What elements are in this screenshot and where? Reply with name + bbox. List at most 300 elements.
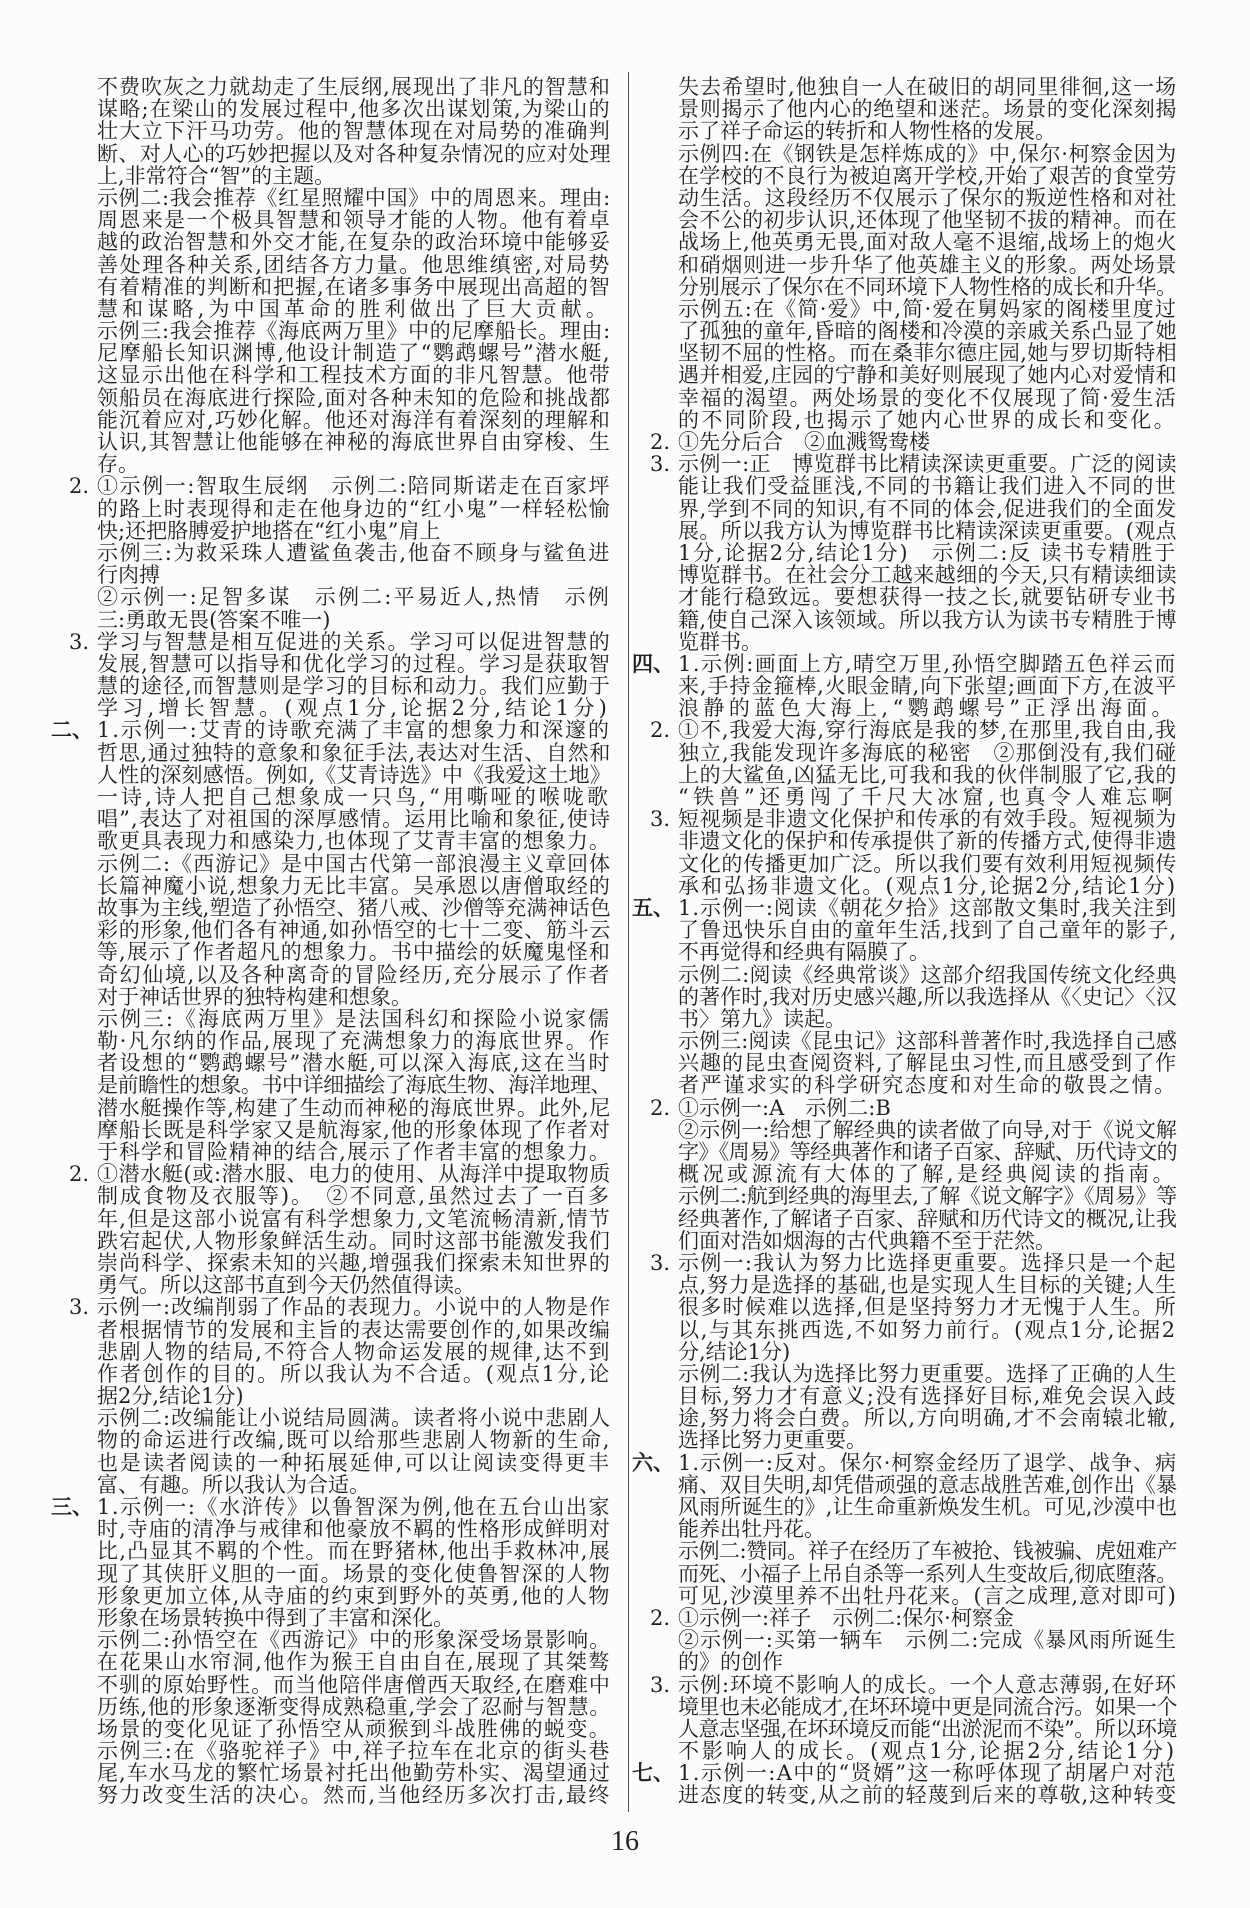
line-text: 不费吹灰之力就劫走了生辰纲,展现出了非凡的智慧和 — [97, 75, 611, 99]
line-text: 1.示例一:阅读《朝花夕拾》这部散文集时,我关注到 — [678, 895, 1178, 920]
text-line — [678, 520, 1178, 542]
text-line — [678, 1585, 1178, 1607]
text-line — [678, 1629, 1178, 1651]
text-line — [678, 387, 1178, 409]
answer-block — [650, 1672, 1178, 1764]
text-line — [678, 276, 1178, 298]
line-text: 示例三:为救采珠人遭鲨鱼袭击,他奋不顾身与鲨鱼进 — [97, 540, 611, 565]
text-line — [678, 1008, 1178, 1030]
question-number: 3. — [650, 1672, 671, 1697]
line-text: 崇尚科学、探索未知的兴趣,增强我们探索未知世界的 — [97, 1250, 611, 1275]
text-line — [97, 697, 612, 719]
text-line — [97, 542, 612, 564]
line-text: 者根据情节的发展和主旨的表达需要创作的,如果改编 — [97, 1317, 611, 1342]
line-text: ①示例一:A 示例二:B — [678, 1095, 891, 1120]
line-text: 才能行稳致远。要想获得一技之长,就要钻研专业书 — [678, 585, 1178, 610]
text-line — [678, 742, 1178, 764]
line-text: 现了其侠肝义胆的一面。场景的变化使鲁智深的人物 — [97, 1561, 612, 1586]
line-text: 进态度的转变,从之前的轻蔑到后来的尊敬,这种转变 — [678, 1783, 1178, 1808]
text-line — [678, 143, 1178, 165]
text-line — [97, 1762, 612, 1784]
line-text: 存。 — [97, 452, 139, 477]
text-line — [678, 675, 1178, 697]
text-line — [97, 586, 612, 608]
line-text: 风雨所诞生的》,让生命重新焕发生机。可见,沙漠中也 — [678, 1495, 1178, 1519]
text-line — [97, 453, 612, 475]
text-line — [97, 964, 612, 986]
text-line — [678, 98, 1178, 120]
line-text: 者设想的“鹦鹉螺号”潜水艇,可以深入海底,这在当时 — [97, 1051, 612, 1076]
line-text: 一诗,诗人把自己想象成一只鸟,“用嘶哑的喉咙歌 — [97, 785, 612, 809]
text-line — [97, 1074, 612, 1096]
line-text: 动生活。这段经历不仅展示了保尔的叛逆性格和对社 — [678, 185, 1178, 210]
line-text: 在花果山水帘洞,他作为猴王自由自在,展现了其桀骜 — [97, 1650, 611, 1675]
line-text: 会不公的初步认识,还体现了他坚韧不拔的精神。而在 — [678, 208, 1178, 233]
question-number: 2. — [650, 1605, 671, 1630]
text-line — [678, 320, 1178, 342]
question-number: 2. — [650, 718, 671, 743]
text-line — [678, 764, 1178, 786]
text-line — [97, 1141, 612, 1163]
line-text: 年,但是这部小说富有科学想象力,文笔流畅清新,情节 — [97, 1206, 612, 1231]
line-text: 籍,使自己深入该领域。所以我方认为读书专精胜于博 — [678, 607, 1178, 632]
line-text: 潜水艇操作等,构建了生动而神秘的海底世界。此外,尼 — [97, 1095, 612, 1120]
text-line — [678, 1274, 1178, 1296]
section-number: 二、 — [51, 717, 93, 743]
line-text: 展。所以我方认为博览群书比精读深读更重要。(观点 — [678, 518, 1177, 543]
text-line — [678, 1052, 1178, 1074]
line-text: 目标,努力才有意义;没有选择好目标,难免会误入歧 — [678, 1384, 1178, 1409]
text-line — [97, 1407, 612, 1429]
line-text: 也是读者阅读的一种拓展延伸,可以让阅读变得更丰 — [97, 1450, 611, 1475]
line-text: 是前瞻性的想象。书中详细描绘了海底生物、海洋地理、 — [97, 1073, 611, 1098]
line-text: 摩船长既是科学家又是航海家,他的形象体现了作者对 — [97, 1117, 611, 1142]
text-line — [97, 409, 612, 431]
line-text: 选择比努力更重要。 — [678, 1428, 867, 1453]
question-number: 2. — [69, 1162, 90, 1187]
text-line — [650, 1672, 1178, 1697]
line-text: 不影响人的成长。(观点1分,论据2分,结论1分) — [678, 1739, 1178, 1764]
text-line — [97, 1363, 612, 1385]
question-number: 3. — [650, 452, 671, 477]
line-text: 制成食物及衣服等)。 ②不同意,虽然过去了一百多 — [97, 1184, 611, 1209]
line-text: 奇幻仙境,以及各种离奇的冒险经历,充分展示了作者 — [97, 962, 611, 987]
text-line — [97, 1740, 612, 1762]
text-line — [97, 808, 612, 830]
line-text: 周恩来是一个极具智慧和领导才能的人物。他有着卓 — [97, 208, 612, 233]
line-text: 示例二:我认为选择比努力更重要。选择了正确的人生 — [678, 1361, 1177, 1386]
line-text: 物的命运进行改编,既可以给那些悲剧人物新的生命, — [97, 1428, 611, 1453]
text-line — [97, 387, 612, 409]
line-text: 学习与智慧是相互促进的关系。学习可以促进智慧的 — [97, 629, 612, 654]
text-line — [678, 1185, 1178, 1207]
line-text: 对于神话世界的独特构建和想象。 — [97, 984, 412, 1009]
text-line — [678, 364, 1178, 386]
line-text: 示例一:我认为努力比选择更重要。选择只是一个起 — [678, 1250, 1177, 1275]
text-line — [97, 342, 612, 364]
text-line — [678, 1696, 1178, 1718]
line-text: 历练,他的形象逐渐变得成熟稳重,学会了忍耐与智慧。 — [97, 1694, 612, 1719]
section-number: 五、 — [632, 894, 674, 920]
text-line — [678, 609, 1178, 631]
line-text: 点,努力是选择的基础,也是实现人生目标的关键;人生 — [678, 1273, 1177, 1298]
text-line — [97, 165, 612, 187]
line-text: 领船员在海底进行探险,面对各种未知的危险和挑战都 — [97, 385, 611, 410]
text-line — [97, 675, 612, 697]
line-text: ②示例一:给想了解经典的读者做了向导,对于《说文解 — [678, 1117, 1177, 1142]
line-text: 行肉搏 — [97, 563, 160, 588]
text-line — [678, 165, 1178, 187]
line-text: 概况或源流有大体的了解,是经典阅读的指南。 — [678, 1162, 1177, 1187]
answer-column-left — [51, 75, 612, 1808]
line-text: 示例五:在《简·爱》中,简·爱在舅妈家的阁楼里度过 — [678, 296, 1178, 321]
question-number: 3. — [69, 1295, 90, 1320]
line-text: 示例三:在《骆驼祥子》中,祥子拉车在北京的街头巷 — [97, 1739, 611, 1764]
text-line — [678, 631, 1178, 653]
text-line — [69, 1295, 612, 1320]
line-text: 人性的深刻感悟。例如,《艾青诗选》中《我爱这土地》 — [97, 762, 611, 787]
line-text: ①不,我爱大海,穿行海底是我的梦,在那里,我自由,我 — [678, 718, 1178, 743]
text-line — [97, 1651, 612, 1673]
text-line — [97, 364, 612, 386]
line-text: 能让我们受益匪浅,不同的书籍让我们进入不同的世 — [678, 474, 1178, 499]
line-text: 示例二:阅读《经典常谈》这部介绍我国传统文化经典 — [678, 962, 1177, 987]
answer-column-right — [632, 75, 1178, 1808]
answer-block — [650, 1095, 1178, 1253]
text-line — [678, 76, 1178, 98]
line-text: 了鲁迅快乐自由的童年生活,找到了自己童年的影子, — [678, 918, 1178, 943]
line-text: 这显示出他在科学和工程技术方面的非凡智慧。他带 — [97, 363, 612, 388]
line-text: 示例二:航到经典的海里去,了解《说文解字》《周易》等 — [678, 1184, 1177, 1209]
line-text: 悲剧人物的结局,不符合人物命运发展的规律,达不到 — [97, 1339, 611, 1364]
text-line — [97, 1674, 612, 1696]
text-line — [97, 1385, 612, 1407]
line-text: 示例一:改编削弱了作品的表现力。小说中的人物是作 — [97, 1295, 612, 1320]
line-text: 痛、双目失明,却凭借顽强的意志战胜苦难,创作出《暴 — [678, 1472, 1178, 1497]
answer-block — [632, 894, 1178, 1098]
text-line — [97, 1252, 612, 1274]
text-line — [632, 894, 1178, 920]
section-number: 七、 — [632, 1760, 674, 1786]
line-text: 示例二:改编能让小说结局圆满。读者将小说中悲剧人 — [97, 1406, 612, 1431]
answer-block — [69, 474, 612, 632]
text-line — [678, 231, 1178, 253]
text-line — [97, 742, 612, 764]
text-line — [97, 76, 612, 98]
line-text: 时,寺庙的清净与戒律和他豪放不羁的性格形成鲜明对 — [97, 1517, 611, 1542]
line-text: 场景的变化见证了孙悟空从顽猴到斗战胜佛的蜕变。 — [97, 1716, 612, 1741]
answer-block — [51, 717, 612, 1164]
answer-block — [678, 76, 1178, 431]
line-text: 们面对浩如烟海的古代典籍不至于茫然。 — [678, 1228, 1056, 1253]
section-number: 六、 — [632, 1449, 674, 1475]
text-line — [678, 1363, 1178, 1385]
line-text: 博览群书。在社会分工越来越细的今天,只有精读细读 — [678, 563, 1178, 588]
text-line — [97, 853, 612, 875]
text-line — [97, 764, 612, 786]
line-text: 不再觉得和经典有隔膜了。 — [678, 940, 930, 965]
text-line — [678, 1119, 1178, 1141]
text-line — [678, 830, 1178, 852]
answer-block — [97, 76, 612, 475]
text-line — [97, 431, 612, 453]
text-line — [678, 1141, 1178, 1163]
text-line — [97, 98, 612, 120]
line-text: 勒·凡尔纳的作品,展现了充满想象力的海底世界。作 — [97, 1029, 611, 1054]
line-text: 短视频是非遗文化保护和传承的有效手段。短视频为 — [678, 807, 1178, 832]
line-text: 经典著作,了解诸子百家、辞赋和历代诗文的概况,让我 — [678, 1206, 1178, 1231]
line-text: 越的政治智慧和外交才能,在复杂的政治环境中能够妥 — [97, 230, 611, 255]
text-line — [97, 498, 612, 520]
text-line — [678, 209, 1178, 231]
text-line — [678, 1784, 1178, 1806]
line-text: 示例二:《西游记》是中国古代第一部浪漫主义章回体 — [97, 851, 612, 876]
line-text: 承和弘扬非遗文化。(观点1分,论据2分,结论1分) — [678, 873, 1178, 898]
line-text: ①潜水艇(或:潜水服、电力的使用、从海洋中提取物质 — [97, 1162, 612, 1187]
line-text: 快;还把胳膊爱护地搭在“红小鬼”肩上 — [97, 518, 441, 543]
question-number: 3. — [650, 1250, 671, 1275]
text-line — [97, 1208, 612, 1230]
line-text: 努力改变生活的决心。然而,当他经历多次打击,最终 — [97, 1783, 611, 1808]
line-text: 慧和谋略,为中国革命的胜利做出了巨大贡献。 — [97, 296, 612, 321]
line-text: 字》《周易》等经典著作和诸子百家、辞赋、历代诗文的 — [678, 1140, 1177, 1164]
line-text: 能沉着应对,巧妙化解。他还对海洋有着深刻的理解和 — [97, 407, 611, 432]
line-text: 三:勇敢无畏(答案不唯一) — [97, 607, 331, 632]
line-text: 独立,我能发现许多海底的秘密 ②那倒没有,我们碰 — [678, 740, 1178, 765]
text-line — [97, 1008, 612, 1030]
text-line — [678, 1296, 1178, 1318]
text-line — [650, 1605, 1178, 1630]
text-line — [97, 1784, 612, 1806]
answer-block — [69, 1162, 612, 1298]
line-text: 示例二:我会推荐《红星照耀中国》中的周恩来。理由: — [97, 185, 611, 210]
text-line — [678, 564, 1178, 586]
text-line — [678, 1651, 1178, 1673]
line-text: 比,凸显其不羁的个性。而在野猪林,他出手救林冲,展 — [97, 1539, 612, 1564]
text-line — [97, 143, 612, 165]
line-text: ②示例一:足智多谋 示例二:平易近人,热情 示例 — [97, 585, 611, 610]
line-text: 人意志坚强,在坏环境反而能“出淤泥而不染”。所以环境 — [678, 1716, 1177, 1741]
text-line — [650, 430, 1178, 454]
line-text: 示例三:《海底两万里》是法国科幻和探险小说家儒 — [97, 1006, 611, 1031]
text-line — [97, 897, 612, 919]
text-line — [678, 120, 1178, 142]
line-text: 文化的传播更加广泛。所以我们要有效利用短视频传 — [678, 851, 1178, 876]
text-line — [632, 1449, 1178, 1475]
text-line — [97, 1230, 612, 1252]
line-text: 书〉第九》读起。 — [678, 1006, 846, 1031]
text-line — [97, 1563, 612, 1585]
text-line — [97, 1452, 612, 1474]
text-line — [678, 1718, 1178, 1740]
line-text: 的路上时表现得和走在他身边的“红小鬼”一样轻松愉 — [97, 496, 611, 521]
line-text: 示例二:孙悟空在《西游记》中的形象深受场景影响。 — [97, 1628, 612, 1653]
text-line — [678, 1518, 1178, 1540]
line-text: 富、有趣。所以我认为合适。 — [97, 1472, 370, 1497]
line-text: 1.示例:画面上方,晴空万里,孙悟空脚踏五色祥云而 — [678, 651, 1177, 676]
question-number: 3. — [69, 629, 90, 654]
line-text: 分别展示了保尔在不同环境下人物性格的成长和升华。 — [678, 274, 1177, 299]
text-line — [97, 1185, 612, 1207]
text-line — [97, 1097, 612, 1119]
line-text: ①先分后合 ②血溅鸳鸯楼 — [678, 430, 930, 454]
text-line — [678, 1230, 1178, 1252]
text-line — [678, 919, 1178, 941]
text-line — [678, 875, 1178, 897]
text-line — [678, 586, 1178, 608]
text-line — [69, 474, 612, 499]
line-text: 的》的创作 — [678, 1650, 783, 1675]
text-line — [97, 298, 612, 320]
line-text: 上,非常符合“智”的主题。 — [97, 163, 336, 188]
line-text: 景则揭示了他内心的绝望和迷茫。场景的变化深刻揭 — [678, 97, 1178, 122]
text-line — [632, 650, 1178, 676]
line-text: 慧的途径,而智慧则是学习的目标和动力。我们应勤于 — [97, 674, 611, 699]
line-text: 认识,其智慧让他能够在神秘的海底世界自由穿梭、生 — [97, 430, 611, 454]
page-number: 16 — [611, 1826, 639, 1857]
text-line — [650, 1095, 1178, 1120]
line-text: 和硝烟则进一步升华了他英雄主义的形象。两处场景 — [678, 252, 1178, 277]
answer-block — [69, 1295, 612, 1497]
text-line — [678, 941, 1178, 963]
line-text: 尼摩船长知识渊博,他设计制造了“鹦鹉螺号”潜水艇, — [97, 341, 612, 366]
line-text: 断、对人心的巧妙把握以及对各种复杂情况的应对处理 — [97, 141, 612, 166]
line-text: 哲思,通过独特的意象和象征手法,表达对生活、自然和 — [97, 740, 612, 765]
line-text: 示例:环境不影响人的成长。一个人意志薄弱,在好环 — [678, 1672, 1178, 1697]
text-line — [97, 1696, 612, 1718]
line-text: 很多时候难以选择,但是坚持努力才无愧于人生。所 — [678, 1295, 1178, 1320]
question-number: 2. — [69, 474, 90, 499]
text-line — [97, 1274, 612, 1296]
text-line — [97, 609, 612, 631]
line-text: 途,努力将会白费。所以,方向明确,才不会南辕北辙, — [678, 1406, 1177, 1431]
line-text: 1.示例一:《水浒传》以鲁智深为例,他在五台山出家 — [97, 1495, 612, 1519]
section-number: 三、 — [51, 1494, 93, 1519]
text-line — [678, 964, 1178, 986]
line-text: 示了祥子命运的转折和人物性格的发展。 — [678, 119, 1056, 144]
text-line — [97, 276, 612, 298]
text-line — [97, 1518, 612, 1540]
line-text: 彩的形象,他们各有神通,如孙悟空的七十二变、筋斗云 — [97, 918, 612, 943]
text-line — [97, 1119, 612, 1141]
answer-block — [650, 718, 1178, 809]
line-text: 勇气。所以这部书直到今天仍然值得读。 — [97, 1273, 475, 1298]
line-text: 作者创作的目的。所以我认为不合适。(观点1分,论 — [97, 1361, 612, 1386]
text-line — [97, 254, 612, 276]
answer-block — [632, 1760, 1178, 1808]
text-line — [678, 1030, 1178, 1052]
text-line — [678, 1540, 1178, 1562]
text-line — [678, 254, 1178, 276]
text-line — [97, 1474, 612, 1496]
text-line — [97, 120, 612, 142]
text-line — [97, 786, 612, 808]
line-text: 览群书。 — [678, 629, 762, 654]
line-text: 境里也未必能成才,在坏环境中更是同流合污。如果一个 — [678, 1694, 1177, 1719]
text-line — [650, 718, 1178, 743]
text-line — [678, 1474, 1178, 1496]
line-text: 故事为主线,塑造了孙悟空、猪八戒、沙僧等充满神话色 — [97, 895, 611, 920]
line-text: 据2分,结论1分) — [97, 1384, 244, 1409]
text-line — [97, 564, 612, 586]
line-text: 长篇神魔小说,想象力无比丰富。吴承恩以唐僧取经的 — [97, 873, 611, 898]
line-text: 来,手持金箍棒,火眼金睛,向下张望;画面下方,在波平 — [678, 674, 1177, 699]
line-text: “铁兽”还勇闯了千尺大冰窟,也真令人难忘啊 — [678, 785, 1177, 809]
line-text: 示例三:阅读《昆虫记》这部科普著作时,我选择自己感 — [678, 1029, 1177, 1054]
text-line — [97, 1607, 612, 1629]
text-line — [650, 452, 1178, 477]
text-line — [678, 786, 1178, 808]
text-line — [97, 830, 612, 852]
line-text: 学习,增长智慧。(观点1分,论据2分,结论1分) — [97, 696, 612, 721]
column-divider — [628, 72, 629, 1812]
line-text: 分,结论1分) — [678, 1339, 791, 1364]
line-text: 上的大鲨鱼,凶猛无比,可我和我的伙伴制服了它,我的 — [678, 762, 1178, 787]
text-line — [97, 209, 612, 231]
question-number: 2. — [650, 1095, 671, 1120]
line-text: 有着精准的判断和把握,在诸多事务中展现出高超的智 — [97, 274, 611, 299]
line-text: 谋略;在梁山的发展过程中,他多次出谋划策,为梁山的 — [97, 97, 611, 122]
text-line — [678, 1074, 1178, 1096]
line-text: 示例四:在《钢铁是怎样炼成的》中,保尔·柯察金因为 — [678, 141, 1177, 166]
text-line — [678, 1740, 1178, 1762]
line-text: 在学校的不良行为被迫离开学校,开始了艰苦的食堂劳 — [678, 163, 1178, 188]
line-text: 非遗文化的保护和传承提供了新的传播方式,使得非遗 — [678, 829, 1178, 854]
text-line — [678, 1385, 1178, 1407]
text-line — [97, 653, 612, 675]
line-text: 了孤独的童年,昏暗的阁楼和冷漠的亲戚关系凸显了她 — [678, 319, 1178, 344]
text-line — [678, 542, 1178, 564]
line-text: 壮大立下汗马功劳。他的智慧体现在对局势的准确判 — [97, 119, 612, 144]
line-text: 歌更具表现力和感染力,也体现了艾青丰富的想象力。 — [97, 829, 611, 854]
line-text: 1.示例一:艾青的诗歌充满了丰富的想象力和深邃的 — [97, 718, 611, 743]
line-text: 跌宕起伏,人物形象鲜活生动。同时这部书能激发我们 — [97, 1228, 611, 1253]
line-text: ①示例一:祥子 示例二:保尔·柯察金 — [678, 1605, 1014, 1630]
text-line — [97, 231, 612, 253]
line-text: 于科学和冒险精神的结合,展示了作者丰富的想象力。 — [97, 1140, 611, 1164]
answer-block — [650, 1250, 1178, 1453]
section-number: 四、 — [632, 650, 674, 676]
line-text: 能养出牡丹花。 — [678, 1517, 825, 1542]
text-line — [678, 697, 1178, 719]
text-line — [97, 1629, 612, 1651]
line-text: 示例一:正 博览群书比精读深读更重要。广泛的阅读 — [678, 452, 1177, 477]
text-line — [97, 1718, 612, 1740]
line-text: 等,展示了作者超凡的想象力。书中描绘的妖魔鬼怪和 — [97, 940, 611, 965]
answer-block — [650, 807, 1178, 898]
text-line — [97, 320, 612, 342]
text-line — [97, 875, 612, 897]
text-line — [678, 1407, 1178, 1429]
text-line — [678, 853, 1178, 875]
line-text: 形象更加立体,从寺庙的约束到野外的英勇,他的人物 — [97, 1583, 611, 1608]
text-line — [97, 919, 612, 941]
line-text: 示例三:我会推荐《海底两万里》中的尼摩船长。理由: — [97, 319, 611, 344]
answer-block — [632, 1449, 1178, 1608]
text-line — [678, 187, 1178, 209]
text-line — [678, 1429, 1178, 1451]
line-text: 的不同阶段,也揭示了她内心世界的成长和变化。 — [678, 407, 1177, 432]
line-text: 战场上,他英勇无畏,面对敌人毫不退缩,战场上的炮火 — [678, 230, 1178, 255]
text-line — [678, 1163, 1178, 1185]
text-line — [51, 1494, 612, 1519]
text-line — [97, 1585, 612, 1607]
line-text: 失去希望时,他独自一人在破旧的胡同里徘徊,这一场 — [678, 75, 1178, 99]
line-text: 示例二:赞同。祥子在经历了车被抢、钱被骗、虎妞难产 — [678, 1539, 1178, 1564]
line-text: 1分,论据2分,结论1分) 示例二:反 读书专精胜于 — [678, 540, 1177, 565]
text-line — [678, 298, 1178, 320]
line-text: 1.示例一:A中的“贤婿”这一称呼体现了胡屠户对范 — [678, 1761, 1177, 1786]
